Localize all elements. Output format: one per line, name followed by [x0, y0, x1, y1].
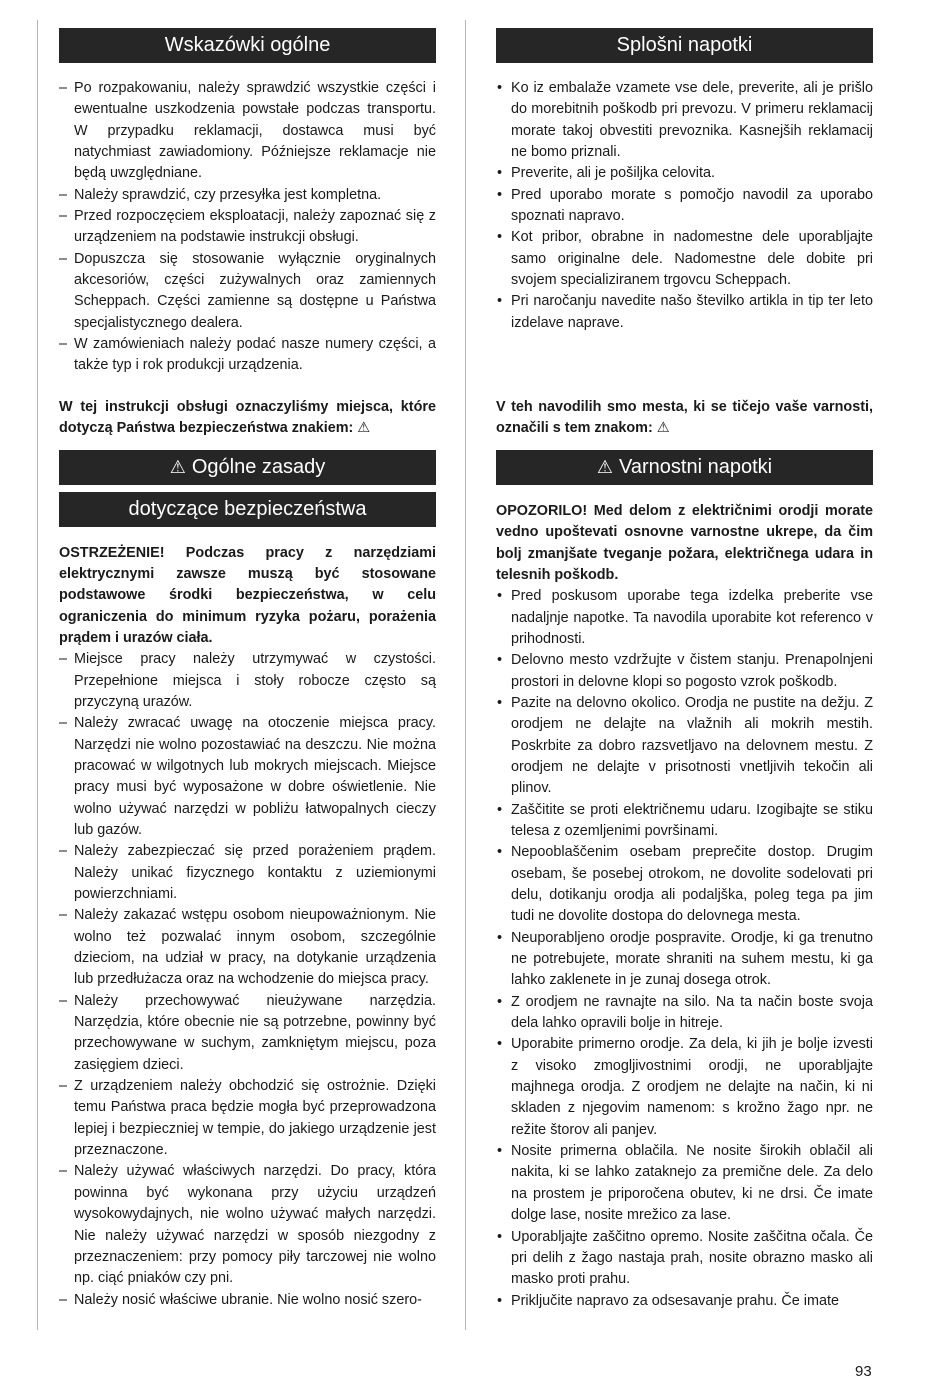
list-item: • Ko iz embalaže vzamete vse dele, preverite, ali je prišlo do morebitnih poškodb pri prevozu. V primeru reklamacij morate takoj obvestiti prevoznika. Kasnejših reklamacij ne bomo priznali.: [496, 78, 873, 163]
list-item: – Należy sprawdzić, czy przesyłka jest kompletna.: [59, 185, 436, 206]
list-item: • Neuporabljeno orodje pospravite. Orodje, ki ga trenutno ne potrebujete, morate shraniti na suhem mestu, ki ga lahko zaklenete in je zunaj dosega otrok.: [496, 928, 873, 992]
warning-text-sl: OPOZORILO! Med delom z električnimi orodji morate vedno upoštevati osnovne varnostne ukrepe, da čim bolj zmanjšate tveganje požara, električnega udara in telesnih poškodb.: [496, 502, 873, 583]
list-item: • Preverite, ali je pošiljka celovita.: [496, 163, 873, 184]
general-list-pl: [59, 78, 436, 377]
polish-column: [59, 28, 436, 1311]
list-item: – Należy przechowywać nieużywane narzędzia. Narzędzia, które obecnie nie są potrzebne, powinny być przechowywane w suchym, zamkniętym miejscu, poza zasięgiem dzieci.: [59, 991, 436, 1076]
list-item: – Należy nosić właściwe ubranie. Nie wolno nosić szero-: [59, 1290, 436, 1311]
safety-heading-sl: [496, 450, 873, 485]
general-heading-pl: Wskazówki ogólne: [59, 28, 436, 63]
list-item: • Pri naročanju navedite našo številko artikla in tip ter leto izdelave naprave.: [496, 291, 873, 334]
safety-list-sl: [496, 586, 873, 1312]
list-item: • Nosite primerna oblačila. Ne nosite širokih oblačil ali nakita, ki se lahko zataknejo za premične dele. Za delo na prostem je priporočena obutev, ki ne drsi. Če imate dolge lase, nosite mrežico za lase.: [496, 1141, 873, 1226]
marking-note-sl: V teh navodilih smo mesta, ki se tičejo vaše varnosti, označili s tem znakom: ⚠: [496, 399, 873, 437]
marking-note-pl: W tej instrukcji obsługi oznaczyliśmy miejsca, które dotyczą Państwa bezpieczeństwa znakiem: ⚠: [59, 398, 436, 437]
list-item: • Zaščitite se proti električnemu udaru. Izogibajte se stiku telesa z ozemljenimi površinami.: [496, 800, 873, 843]
warning-triangle-icon: ⚠: [596, 456, 614, 477]
list-item: – W zamówieniach należy podać nasze numery części, a także typ i rok produkcji urządzenia.: [59, 334, 436, 377]
list-item: • Uporabljajte zaščitno opremo. Nosite zaščitna očala. Če pri delih z žago nastaja prah, nosite obrazno masko ali masko proti prahu.: [496, 1227, 873, 1291]
warning-triangle-icon: ⚠: [169, 456, 186, 477]
list-item: • Pred uporabo morate s pomočjo navodil za uporabo spoznati napravo.: [496, 185, 873, 228]
list-item: – Należy używać właściwych narzędzi. Do pracy, która powinna być wykonana przy użyciu urządzeń wysokowydajnych, nie wolno używać małych narzędzi. Nie należy używać narzędzi w sposób niezgodny z przeznaczeniem: przy pomocy piły tarczowej nie wolno np. ciąć pniaków czy pni.: [59, 1161, 436, 1289]
list-item: • Pazite na delovno okolico. Orodja ne pustite na dežju. Z orodjem ne delajte na vlažnih ali mokrih mestih. Poskrbite za dobro razsvetljavo na delovnem mestu. Z orodjem ne delajte v prisotnosti vnetljivih tekočin ali plinov.: [496, 693, 873, 800]
center-column-rule: [465, 20, 466, 1330]
list-item: • Delovno mesto vzdržujte v čistem stanju. Prenapolnjeni prostori in delovne klopi so pogosto vzrok poškodb.: [496, 650, 873, 693]
list-item: – Po rozpakowaniu, należy sprawdzić wszystkie części i ewentualne uszkodzenia powstałe podczas transportu. W przypadku reklamacji, dostawca musi być natychmiast zawiadomiony. Późniejsze reklamacje nie będą uwzględniane.: [59, 78, 436, 185]
page-number: 93: [855, 1363, 872, 1380]
list-item: – Należy zwracać uwagę na otoczenie miejsca pracy. Narzędzi nie wolno pozostawiać na deszczu. Nie można pracować w wilgotnych lub mokrych miejscach. Miejsce pracy musi być wyposażone w dobre oświetlenie. Nie wolno używać narzędzi w pobliżu łatwopalnych cieczy lub gazów.: [59, 713, 436, 841]
safety-heading-line1-pl: Ogólne zasady: [191, 455, 326, 478]
general-list-sl: [496, 78, 873, 334]
list-item: – Należy zakazać wstępu osobom nieupoważnionym. Nie wolno też pozwalać innym osobom, szczególnie dzieciom, na udział w pracy, na dotykanie urządzenia lub przedłużacza oraz na wchodzenie do miejsca pracy.: [59, 905, 436, 990]
list-item: • Z orodjem ne ravnajte na silo. Na ta način boste svoja dela lahko opravili bolje in hitreje.: [496, 992, 873, 1035]
warning-text-pl: OSTRZEŻENIE! Podczas pracy z narzędziami elektrycznymi zawsze muszą być stosowane podstawowe środki bezpieczeństwa, w celu ograniczenia do minimum ryzyka pożaru, porażenia prądem i urazów ciała.: [59, 544, 436, 646]
slovenian-column: [496, 28, 873, 1312]
safety-heading-pl: [59, 450, 436, 485]
safety-heading-title-sl: Varnostni napotki: [619, 455, 773, 478]
left-column-rule: [37, 20, 38, 1330]
list-item: – Miejsce pracy należy utrzymywać w czystości. Przepełnione miejsca i stoły robocze często są przyczyną urazów.: [59, 649, 436, 713]
general-heading-sl: Splošni napotki: [496, 28, 873, 63]
list-item: – Przed rozpoczęciem eksploatacji, należy zapoznać się z urządzeniem na podstawie instrukcji obsługi.: [59, 206, 436, 249]
list-item: – Z urządzeniem należy obchodzić się ostrożnie. Dzięki temu Państwa praca będzie mogła być przeprowadzona lepiej i bezpieczniej w tempie, do jakiego urządzenie jest przeznaczone.: [59, 1076, 436, 1161]
list-item: • Nepooblaščenim osebam preprečite dostop. Drugim osebam, še posebej otrokom, ne dovolite sodelovati pri delu, dotikanju orodja ali podaljška, poleg tega pa jim tudi ne dovolite dostopa do delovnega mesta.: [496, 842, 873, 927]
list-item: – Należy zabezpieczać się przed porażeniem prądem. Należy unikać fizycznego kontaktu z uziemionymi powierzchniami.: [59, 841, 436, 905]
list-item: • Uporabite primerno orodje. Za dela, ki jih je bolje izvesti z visoko zmogljivostnimi orodji, ne uporabljajte majhnega orodja. Z orodjem ne delajte na način, ki ni skladen z njegovim namenom: s krožno žago npr. ne režite štorov ali panjev.: [496, 1034, 873, 1141]
safety-list-pl: [59, 649, 436, 1311]
list-item: – Dopuszcza się stosowanie wyłącznie oryginalnych akcesoriów, części zużywalnych oraz zamiennych Scheppach. Części zamienne są dostępne u Państwa specjalistycznego dealera.: [59, 249, 436, 334]
list-item: • Pred poskusom uporabe tega izdelka preberite vse nadaljnje napotke. Ta navodila uporabite kot referenco v prihodnosti.: [496, 586, 873, 650]
list-item: • Kot pribor, obrabne in nadomestne dele uporabljajte samo originalne dele. Nadomestne dele dobite pri svojem specializiranem trgovcu Scheppach.: [496, 227, 873, 291]
list-item: • Priključite napravo za odsesavanje prahu. Če imate: [496, 1291, 873, 1312]
safety-heading-line2-pl: dotyczące bezpieczeństwa: [59, 492, 436, 527]
